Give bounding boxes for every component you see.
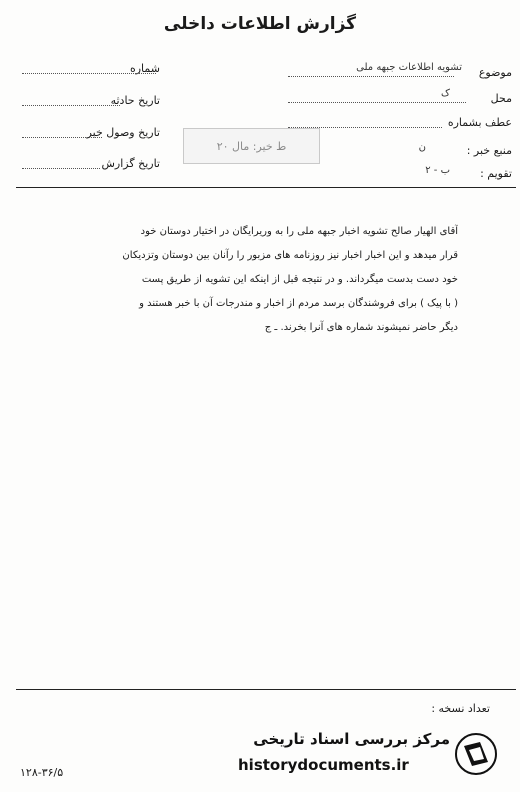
reference-label: عطف بشماره: [447, 116, 512, 129]
location-dotted-line: [288, 102, 466, 103]
seal-logo-icon: [454, 732, 498, 776]
document-code: ۱۲۸-۳۶/۵: [20, 766, 64, 779]
subject-dotted-line: [288, 76, 454, 77]
incident-date-label: تاریخ حادثه: [110, 94, 160, 107]
body-line: آقای الهیار صالح تشویه اخبار جبهه ملی را به وریرایگان در اختیار دوستان خود: [140, 226, 458, 237]
footer-divider: [16, 689, 516, 690]
copies-count-label: تعداد نسخه :: [431, 702, 490, 715]
location-label: محل: [490, 92, 512, 105]
rating-value: ب - ۲: [425, 165, 450, 176]
body-line: قرار میدهد و این اخبار اخبار نیز روزنامه های مزبور را رآنان بین دوستان وتزدیکان: [122, 250, 458, 261]
received-date-label: تاریخ وصول خبر: [86, 126, 160, 139]
watermark-url: historydocuments.ir: [238, 756, 409, 774]
source-label: منبع خبر :: [466, 144, 512, 157]
number-dotted-line: [22, 73, 156, 74]
report-body: [30, 220, 458, 340]
body-line: دیگر حاضر نمیشوند شماره های آنرا بخرند. ـ ج: [264, 322, 458, 333]
received-stamp: ط خیر: مال ۲۰: [183, 128, 320, 164]
rating-label: تقویم :: [480, 167, 512, 180]
report-date-label: تاریخ گزارش: [101, 157, 160, 170]
page-title: گزارش اطلاعات داخلی: [163, 14, 357, 34]
body-line: ( با پیک ) برای فروشندگان برسد مردم از اخبار و مندرجات آن با خبر هستند و: [139, 298, 458, 309]
subject-value: تشویه اطلاعات جبهه ملی: [356, 62, 462, 73]
source-value: ن: [418, 142, 426, 153]
watermark: [238, 730, 500, 780]
report-date-dotted-line: [22, 168, 100, 169]
number-label: شماره: [129, 62, 160, 75]
watermark-title: مرکز بررسی اسناد تاریخی: [253, 730, 450, 748]
body-line: خود دست بدست میگرداند. و در نتیجه قبل از اینکه این تشویه از طریق پست: [141, 274, 458, 285]
subject-label: موضوع: [478, 66, 512, 79]
location-value: ک: [441, 88, 450, 99]
incident-date-dotted-line: [22, 105, 120, 106]
header-divider: [16, 187, 516, 188]
received-date-dotted-line: [22, 137, 102, 138]
